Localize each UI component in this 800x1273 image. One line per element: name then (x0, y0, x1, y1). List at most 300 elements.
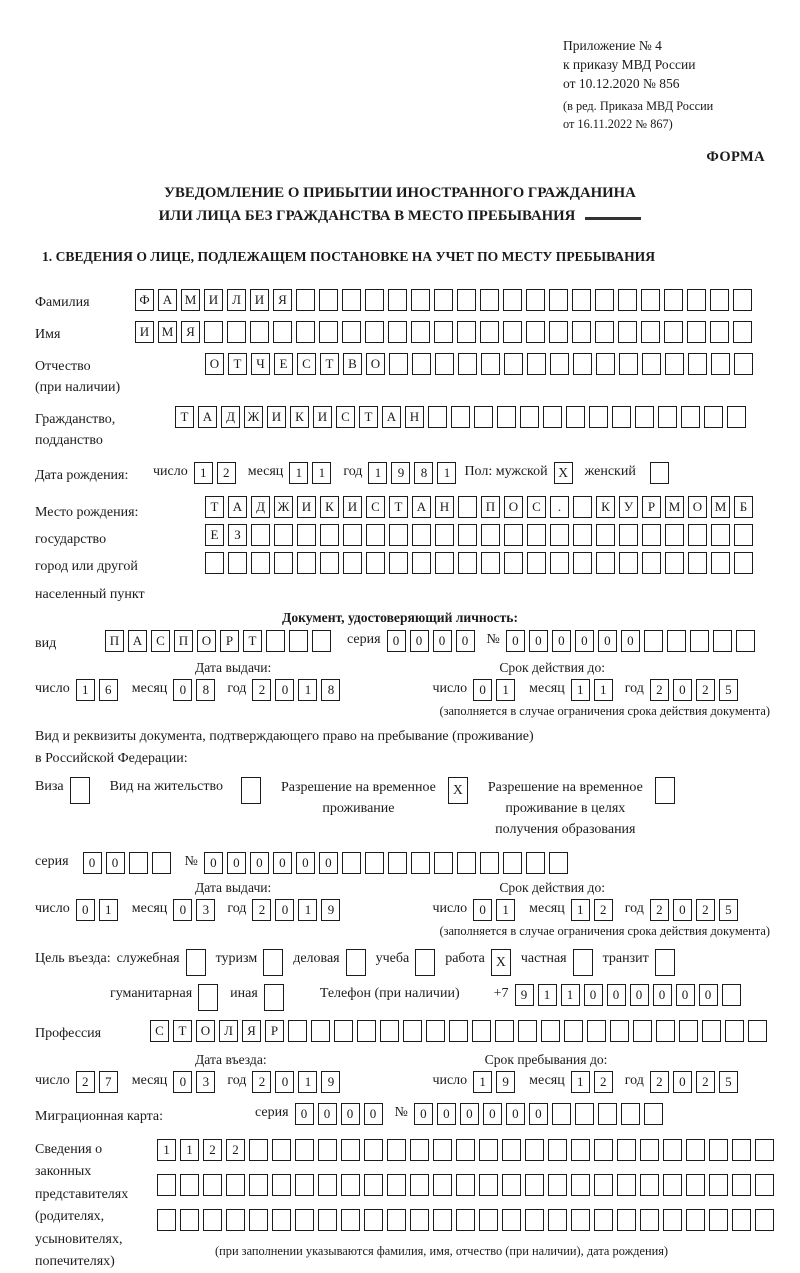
char-box[interactable] (364, 1174, 383, 1196)
char-box[interactable] (722, 984, 741, 1006)
char-box[interactable]: 0 (414, 1103, 433, 1125)
char-box[interactable] (573, 524, 592, 546)
char-box[interactable] (503, 289, 522, 311)
char-box[interactable] (497, 406, 516, 428)
char-box[interactable] (573, 353, 592, 375)
char-box[interactable] (251, 552, 270, 574)
char-box[interactable] (204, 321, 223, 343)
char-box[interactable] (736, 630, 755, 652)
char-box[interactable] (251, 524, 270, 546)
purpose-tourism-checkbox[interactable] (263, 949, 283, 976)
char-box[interactable] (596, 552, 615, 574)
char-box[interactable] (702, 1020, 721, 1042)
char-box[interactable]: 7 (99, 1071, 118, 1093)
char-box[interactable] (734, 353, 753, 375)
char-box[interactable]: 2 (252, 899, 271, 921)
char-box[interactable] (686, 1174, 705, 1196)
char-box[interactable] (457, 321, 476, 343)
char-box[interactable] (319, 289, 338, 311)
char-box[interactable] (543, 406, 562, 428)
char-box[interactable] (642, 552, 661, 574)
char-box[interactable] (365, 321, 384, 343)
char-box[interactable] (366, 552, 385, 574)
char-box[interactable] (456, 1139, 475, 1161)
char-box[interactable] (617, 1139, 636, 1161)
temp-residence-checkbox[interactable]: X (448, 777, 468, 804)
char-box[interactable] (474, 406, 493, 428)
char-box[interactable]: А (382, 406, 401, 428)
char-box[interactable] (203, 1209, 222, 1231)
char-box[interactable] (525, 1209, 544, 1231)
char-box[interactable] (503, 852, 522, 874)
char-box[interactable]: 2 (696, 679, 715, 701)
char-box[interactable] (342, 289, 361, 311)
char-box[interactable]: 0 (673, 899, 692, 921)
char-box[interactable] (727, 406, 746, 428)
char-box[interactable]: 2 (217, 462, 236, 484)
char-box[interactable]: 5 (719, 1071, 738, 1093)
char-box[interactable]: 2 (76, 1071, 95, 1093)
char-box[interactable]: А (228, 496, 247, 518)
char-box[interactable] (479, 1174, 498, 1196)
char-box[interactable] (458, 524, 477, 546)
char-box[interactable]: 2 (696, 899, 715, 921)
char-box[interactable] (341, 1139, 360, 1161)
char-box[interactable] (318, 1139, 337, 1161)
char-box[interactable] (480, 852, 499, 874)
char-box[interactable] (688, 353, 707, 375)
purpose-study-checkbox[interactable] (415, 949, 435, 976)
char-box[interactable]: 0 (529, 1103, 548, 1125)
char-box[interactable]: 1 (298, 1071, 317, 1093)
char-box[interactable]: 0 (83, 852, 102, 874)
purpose-other-checkbox[interactable] (264, 984, 284, 1011)
char-box[interactable] (288, 1020, 307, 1042)
char-box[interactable]: 0 (227, 852, 246, 874)
char-box[interactable] (572, 321, 591, 343)
char-box[interactable]: К (290, 406, 309, 428)
char-box[interactable] (642, 353, 661, 375)
char-box[interactable] (412, 524, 431, 546)
char-box[interactable]: 0 (673, 679, 692, 701)
char-box[interactable] (250, 321, 269, 343)
char-box[interactable]: 0 (437, 1103, 456, 1125)
char-box[interactable] (272, 1174, 291, 1196)
char-box[interactable]: 2 (226, 1139, 245, 1161)
char-box[interactable] (389, 524, 408, 546)
char-box[interactable] (412, 552, 431, 574)
char-box[interactable]: 1 (571, 1071, 590, 1093)
char-box[interactable]: Р (220, 630, 239, 652)
char-box[interactable] (433, 1209, 452, 1231)
char-box[interactable]: 1 (76, 679, 95, 701)
char-box[interactable]: 0 (621, 630, 640, 652)
char-box[interactable]: В (343, 353, 362, 375)
char-box[interactable] (640, 1174, 659, 1196)
char-box[interactable] (451, 406, 470, 428)
char-box[interactable] (633, 1020, 652, 1042)
char-box[interactable] (504, 552, 523, 574)
char-box[interactable]: М (665, 496, 684, 518)
char-box[interactable] (481, 552, 500, 574)
char-box[interactable]: 2 (252, 679, 271, 701)
char-box[interactable]: А (198, 406, 217, 428)
char-box[interactable]: 0 (275, 1071, 294, 1093)
char-box[interactable] (658, 406, 677, 428)
char-box[interactable]: 1 (99, 899, 118, 921)
char-box[interactable]: П (481, 496, 500, 518)
char-box[interactable]: 0 (275, 899, 294, 921)
char-box[interactable] (709, 1174, 728, 1196)
char-box[interactable]: Т (205, 496, 224, 518)
char-box[interactable] (526, 321, 545, 343)
char-box[interactable]: 5 (719, 679, 738, 701)
char-box[interactable] (412, 353, 431, 375)
char-box[interactable]: Б (734, 496, 753, 518)
char-box[interactable]: 0 (653, 984, 672, 1006)
char-box[interactable]: Ж (274, 496, 293, 518)
char-box[interactable] (495, 1020, 514, 1042)
char-box[interactable] (595, 289, 614, 311)
char-box[interactable] (550, 552, 569, 574)
char-box[interactable] (527, 552, 546, 574)
char-box[interactable] (734, 552, 753, 574)
char-box[interactable]: П (105, 630, 124, 652)
char-box[interactable] (334, 1020, 353, 1042)
char-box[interactable] (527, 353, 546, 375)
char-box[interactable] (410, 1174, 429, 1196)
char-box[interactable]: К (596, 496, 615, 518)
char-box[interactable] (295, 1209, 314, 1231)
char-box[interactable]: С (151, 630, 170, 652)
char-box[interactable] (587, 1020, 606, 1042)
char-box[interactable] (571, 1174, 590, 1196)
temp-residence-edu-checkbox[interactable] (655, 777, 675, 804)
char-box[interactable] (594, 1139, 613, 1161)
char-box[interactable] (388, 321, 407, 343)
char-box[interactable] (552, 1103, 571, 1125)
char-box[interactable] (343, 552, 362, 574)
char-box[interactable] (548, 1209, 567, 1231)
char-box[interactable]: 0 (410, 630, 429, 652)
char-box[interactable] (274, 524, 293, 546)
char-box[interactable] (157, 1209, 176, 1231)
char-box[interactable]: Л (227, 289, 246, 311)
char-box[interactable] (732, 1174, 751, 1196)
char-box[interactable] (732, 1139, 751, 1161)
char-box[interactable]: 0 (630, 984, 649, 1006)
char-box[interactable] (426, 1020, 445, 1042)
char-box[interactable] (311, 1020, 330, 1042)
char-box[interactable] (152, 852, 171, 874)
char-box[interactable] (318, 1209, 337, 1231)
char-box[interactable]: Д (221, 406, 240, 428)
char-box[interactable]: Е (205, 524, 224, 546)
char-box[interactable]: 1 (194, 462, 213, 484)
char-box[interactable] (690, 630, 709, 652)
char-box[interactable]: С (150, 1020, 169, 1042)
char-box[interactable]: 2 (594, 1071, 613, 1093)
char-box[interactable] (272, 1139, 291, 1161)
char-box[interactable] (295, 1139, 314, 1161)
char-box[interactable]: 9 (496, 1071, 515, 1093)
char-box[interactable]: О (688, 496, 707, 518)
char-box[interactable] (710, 321, 729, 343)
char-box[interactable]: 8 (196, 679, 215, 701)
char-box[interactable] (564, 1020, 583, 1042)
char-box[interactable]: Т (228, 353, 247, 375)
char-box[interactable]: 9 (515, 984, 534, 1006)
char-box[interactable]: 6 (99, 679, 118, 701)
char-box[interactable]: 1 (594, 679, 613, 701)
char-box[interactable] (365, 852, 384, 874)
char-box[interactable]: 0 (204, 852, 223, 874)
purpose-business-checkbox[interactable] (346, 949, 366, 976)
char-box[interactable]: 0 (273, 852, 292, 874)
char-box[interactable] (667, 630, 686, 652)
char-box[interactable]: 1 (180, 1139, 199, 1161)
char-box[interactable]: 0 (173, 679, 192, 701)
char-box[interactable]: 0 (318, 1103, 337, 1125)
char-box[interactable] (732, 1209, 751, 1231)
char-box[interactable]: 2 (252, 1071, 271, 1093)
char-box[interactable] (479, 1139, 498, 1161)
char-box[interactable] (389, 552, 408, 574)
char-box[interactable]: 1 (571, 679, 590, 701)
purpose-work-checkbox[interactable]: X (491, 949, 511, 976)
char-box[interactable]: 0 (506, 1103, 525, 1125)
char-box[interactable]: 0 (506, 630, 525, 652)
char-box[interactable] (481, 353, 500, 375)
char-box[interactable] (755, 1139, 774, 1161)
char-box[interactable] (589, 406, 608, 428)
char-box[interactable] (644, 1103, 663, 1125)
char-box[interactable] (550, 524, 569, 546)
char-box[interactable]: О (205, 353, 224, 375)
char-box[interactable] (594, 1209, 613, 1231)
char-box[interactable]: 5 (719, 899, 738, 921)
char-box[interactable] (357, 1020, 376, 1042)
char-box[interactable] (410, 1209, 429, 1231)
char-box[interactable]: О (197, 630, 216, 652)
char-box[interactable] (619, 552, 638, 574)
char-box[interactable] (388, 289, 407, 311)
char-box[interactable] (755, 1174, 774, 1196)
char-box[interactable] (641, 289, 660, 311)
char-box[interactable]: 1 (312, 462, 331, 484)
char-box[interactable] (663, 1139, 682, 1161)
char-box[interactable] (434, 321, 453, 343)
char-box[interactable]: З (228, 524, 247, 546)
char-box[interactable] (504, 524, 523, 546)
char-box[interactable]: К (320, 496, 339, 518)
char-box[interactable]: 0 (319, 852, 338, 874)
char-box[interactable] (296, 321, 315, 343)
char-box[interactable]: 0 (699, 984, 718, 1006)
char-box[interactable] (341, 1209, 360, 1231)
char-box[interactable] (503, 321, 522, 343)
char-box[interactable]: 1 (561, 984, 580, 1006)
char-box[interactable] (289, 630, 308, 652)
char-box[interactable] (249, 1209, 268, 1231)
char-box[interactable]: Н (405, 406, 424, 428)
char-box[interactable] (342, 852, 361, 874)
char-box[interactable] (266, 630, 285, 652)
char-box[interactable] (320, 524, 339, 546)
char-box[interactable] (502, 1174, 521, 1196)
purpose-transit-checkbox[interactable] (655, 949, 675, 976)
char-box[interactable]: А (412, 496, 431, 518)
char-box[interactable] (617, 1174, 636, 1196)
char-box[interactable] (297, 552, 316, 574)
char-box[interactable]: 8 (414, 462, 433, 484)
char-box[interactable] (711, 353, 730, 375)
sex-female-checkbox[interactable] (650, 462, 669, 484)
char-box[interactable]: 0 (250, 852, 269, 874)
visa-checkbox[interactable] (70, 777, 90, 804)
char-box[interactable]: Т (173, 1020, 192, 1042)
char-box[interactable]: 1 (496, 899, 515, 921)
char-box[interactable] (411, 289, 430, 311)
char-box[interactable] (410, 1139, 429, 1161)
char-box[interactable] (342, 321, 361, 343)
char-box[interactable] (458, 496, 477, 518)
char-box[interactable] (435, 353, 454, 375)
char-box[interactable]: Ф (135, 289, 154, 311)
purpose-private-checkbox[interactable] (573, 949, 593, 976)
char-box[interactable] (456, 1174, 475, 1196)
char-box[interactable]: 0 (673, 1071, 692, 1093)
char-box[interactable] (411, 852, 430, 874)
char-box[interactable] (435, 524, 454, 546)
char-box[interactable] (458, 552, 477, 574)
char-box[interactable]: О (196, 1020, 215, 1042)
char-box[interactable] (709, 1139, 728, 1161)
char-box[interactable]: 1 (571, 899, 590, 921)
char-box[interactable]: 0 (473, 679, 492, 701)
char-box[interactable]: 8 (321, 679, 340, 701)
char-box[interactable]: 9 (321, 899, 340, 921)
char-box[interactable] (228, 552, 247, 574)
char-box[interactable] (618, 289, 637, 311)
char-box[interactable] (548, 1174, 567, 1196)
char-box[interactable] (272, 1209, 291, 1231)
char-box[interactable] (688, 524, 707, 546)
char-box[interactable] (526, 852, 545, 874)
char-box[interactable] (734, 524, 753, 546)
char-box[interactable] (594, 1174, 613, 1196)
char-box[interactable]: 3 (196, 899, 215, 921)
char-box[interactable] (434, 289, 453, 311)
residence-permit-checkbox[interactable] (241, 777, 261, 804)
char-box[interactable]: Н (435, 496, 454, 518)
char-box[interactable] (663, 1209, 682, 1231)
char-box[interactable] (472, 1020, 491, 1042)
char-box[interactable] (596, 524, 615, 546)
char-box[interactable] (458, 353, 477, 375)
char-box[interactable] (226, 1209, 245, 1231)
char-box[interactable] (656, 1020, 675, 1042)
char-box[interactable] (319, 321, 338, 343)
char-box[interactable]: 0 (483, 1103, 502, 1125)
char-box[interactable]: Л (219, 1020, 238, 1042)
char-box[interactable]: Т (359, 406, 378, 428)
purpose-official-checkbox[interactable] (186, 949, 206, 976)
char-box[interactable] (642, 524, 661, 546)
char-box[interactable] (619, 524, 638, 546)
char-box[interactable] (687, 289, 706, 311)
char-box[interactable]: 0 (295, 1103, 314, 1125)
char-box[interactable]: 1 (298, 899, 317, 921)
char-box[interactable]: 0 (275, 679, 294, 701)
char-box[interactable]: 2 (594, 899, 613, 921)
char-box[interactable] (525, 1174, 544, 1196)
char-box[interactable] (644, 630, 663, 652)
char-box[interactable] (755, 1209, 774, 1231)
char-box[interactable] (411, 321, 430, 343)
char-box[interactable]: 0 (456, 630, 475, 652)
char-box[interactable] (433, 1139, 452, 1161)
char-box[interactable] (664, 321, 683, 343)
char-box[interactable]: Р (265, 1020, 284, 1042)
char-box[interactable]: 1 (538, 984, 557, 1006)
char-box[interactable]: 0 (584, 984, 603, 1006)
char-box[interactable] (387, 1209, 406, 1231)
char-box[interactable] (502, 1139, 521, 1161)
char-box[interactable]: 9 (391, 462, 410, 484)
purpose-humanitarian-checkbox[interactable] (198, 984, 218, 1011)
char-box[interactable] (572, 289, 591, 311)
char-box[interactable]: 1 (368, 462, 387, 484)
char-box[interactable] (480, 321, 499, 343)
char-box[interactable] (709, 1209, 728, 1231)
char-box[interactable]: Т (175, 406, 194, 428)
char-box[interactable] (635, 406, 654, 428)
char-box[interactable]: Т (243, 630, 262, 652)
char-box[interactable]: Е (274, 353, 293, 375)
char-box[interactable]: У (619, 496, 638, 518)
char-box[interactable]: 1 (289, 462, 308, 484)
char-box[interactable]: 0 (173, 899, 192, 921)
char-box[interactable] (433, 1174, 452, 1196)
char-box[interactable] (748, 1020, 767, 1042)
char-box[interactable] (571, 1139, 590, 1161)
char-box[interactable] (295, 1174, 314, 1196)
char-box[interactable] (318, 1174, 337, 1196)
char-box[interactable]: А (158, 289, 177, 311)
char-box[interactable] (481, 524, 500, 546)
char-box[interactable] (273, 321, 292, 343)
char-box[interactable]: 2 (696, 1071, 715, 1093)
char-box[interactable]: 9 (321, 1071, 340, 1093)
char-box[interactable]: П (174, 630, 193, 652)
char-box[interactable]: 0 (296, 852, 315, 874)
char-box[interactable]: Я (273, 289, 292, 311)
char-box[interactable]: Я (181, 321, 200, 343)
char-box[interactable] (571, 1209, 590, 1231)
char-box[interactable]: 1 (473, 1071, 492, 1093)
char-box[interactable] (387, 1139, 406, 1161)
char-box[interactable] (663, 1174, 682, 1196)
char-box[interactable] (713, 630, 732, 652)
char-box[interactable] (297, 524, 316, 546)
char-box[interactable] (686, 1209, 705, 1231)
char-box[interactable] (343, 524, 362, 546)
char-box[interactable]: А (128, 630, 147, 652)
char-box[interactable]: Т (320, 353, 339, 375)
char-box[interactable]: 0 (552, 630, 571, 652)
char-box[interactable] (504, 353, 523, 375)
